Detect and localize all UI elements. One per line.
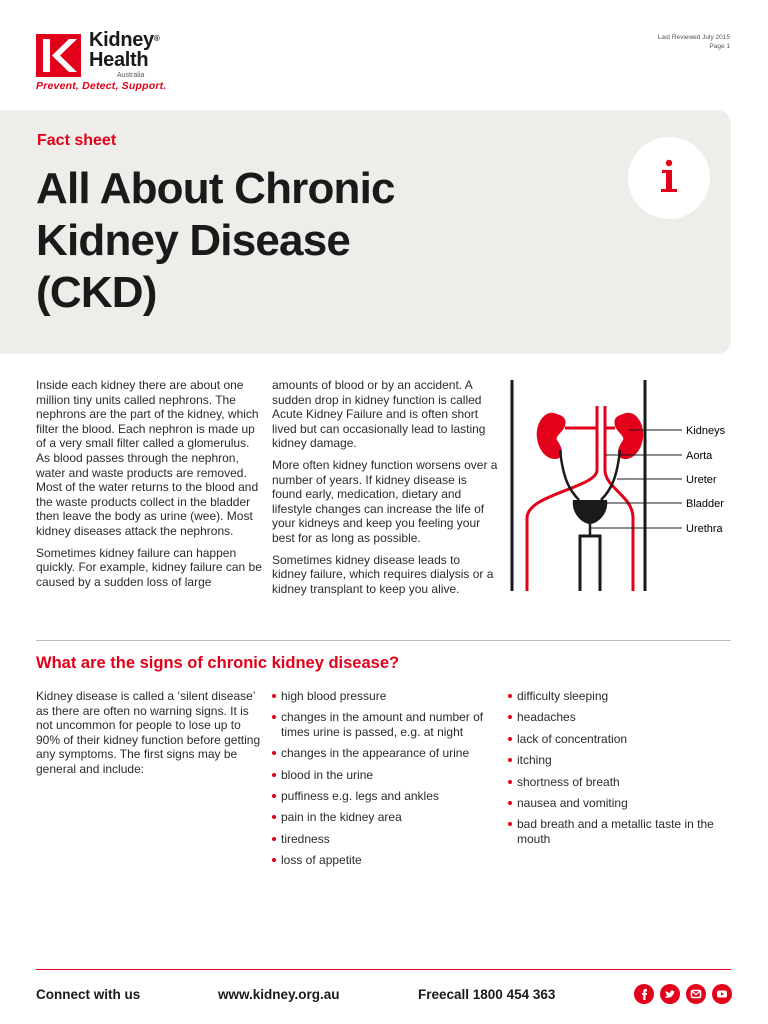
logo-country: Australia (117, 72, 145, 79)
freecall-number[interactable]: Freecall 1800 454 363 (418, 987, 556, 1002)
list-item: lack of concentration (508, 732, 728, 746)
email-button[interactable] (686, 984, 706, 1004)
title-line-3: (CKD) (36, 268, 157, 317)
intro-paragraph: Sometimes kidney disease leads to kidney failure, which requires dialysis or a kidney transplant to keep you alive. (272, 552, 494, 596)
email-icon (686, 984, 706, 1004)
diagram-label-kidneys: Kidneys (686, 425, 726, 437)
bladder-icon (573, 500, 607, 524)
signs-list-1 (272, 689, 504, 875)
list-item: headaches (508, 710, 728, 724)
logo-tagline: Prevent, Detect, Support. (36, 80, 167, 92)
twitter-icon (660, 984, 680, 1004)
page-number: Page 1 (709, 43, 730, 50)
fact-sheet-label: Fact sheet (37, 132, 117, 149)
intro-paragraph: amounts of blood or by an accident. A sudden drop in kidney function is called Acute Kidney Failure and is often short lived but can occasionally lead to lasting kidney damage. (272, 378, 486, 451)
facebook-button[interactable] (634, 984, 654, 1004)
signs-intro: Kidney disease is called a ‘silent disease’ as there are often no warning signs. It is not uncommon for people to lose up to 90% of their kidney function before getting any symptoms. The first signs may be general and include: (36, 689, 261, 776)
info-icon (628, 137, 710, 219)
section-heading: What are the signs of chronic kidney disease? (36, 654, 400, 672)
list-item: difficulty sleeping (508, 689, 728, 703)
website-link[interactable]: www.kidney.org.au (218, 987, 340, 1002)
diagram-label-urethra: Urethra (686, 523, 723, 535)
section-divider (36, 640, 731, 641)
logo-line-2: Health (89, 49, 149, 71)
list-item: high blood pressure (272, 689, 504, 703)
diagram-label-ureter: Ureter (686, 474, 717, 486)
title-line-1: All About Chronic (36, 164, 395, 213)
list-item: nausea and vomiting (508, 796, 728, 810)
intro-column-1 (36, 378, 266, 596)
youtube-button[interactable] (712, 984, 732, 1004)
urinary-system-diagram (505, 378, 740, 593)
page-title (36, 163, 596, 319)
review-info (658, 33, 730, 51)
intro-paragraph: Inside each kidney there are about one million tiny units called nephrons. The nephrons are the part of the kidney, which filter the blood. Each nephron is made up of a very small filter called a glomerulus. As blood passes through the nephron, water and waste products are removed. Most of the water returns to the blood and the waste products collect in the bladder then leave the body as urine (wee). Most kidney diseases attack the nephrons. (36, 378, 259, 538)
kidney-health-logo-icon (36, 34, 81, 77)
info-badge (628, 137, 710, 219)
diagram-label-aorta: Aorta (686, 450, 713, 462)
list-item: tiredness (272, 832, 504, 846)
twitter-button[interactable] (660, 984, 680, 1004)
list-item: itching (508, 753, 728, 767)
list-item: bad breath and a metallic taste in the mouth (508, 817, 728, 846)
intro-paragraph: More often kidney function worsens over a number of years. If kidney disease is found early, medication, dietary and lifestyle changes can increase the life of your kidneys and keep you feeling your best for as long as possible. (272, 457, 498, 545)
footer-divider (36, 969, 731, 970)
last-reviewed: Last Reviewed July 2015 (657, 34, 730, 41)
intro-column-2 (272, 378, 498, 603)
facebook-icon (634, 984, 654, 1004)
signs-list-2 (508, 689, 728, 853)
connect-label: Connect with us (36, 987, 141, 1002)
list-item: shortness of breath (508, 775, 728, 789)
logo-wordmark (89, 30, 160, 70)
list-item: changes in the amount and number of times urine is passed, e.g. at night (272, 710, 504, 739)
list-item: changes in the appearance of urine (272, 746, 504, 760)
diagram-label-bladder: Bladder (686, 498, 724, 510)
logo-registered-mark: ® (153, 34, 160, 43)
list-item: loss of appetite (272, 853, 504, 867)
list-item: blood in the urine (272, 768, 504, 782)
title-line-2: Kidney Disease (36, 216, 351, 265)
youtube-icon (712, 984, 732, 1004)
list-item: pain in the kidney area (272, 810, 504, 824)
intro-paragraph: Sometimes kidney failure can happen quickly. For example, kidney failure can be caused by a sudden loss of large (36, 545, 262, 589)
list-item: puffiness e.g. legs and ankles (272, 789, 504, 803)
logo-line-1: Kidney (89, 29, 154, 51)
